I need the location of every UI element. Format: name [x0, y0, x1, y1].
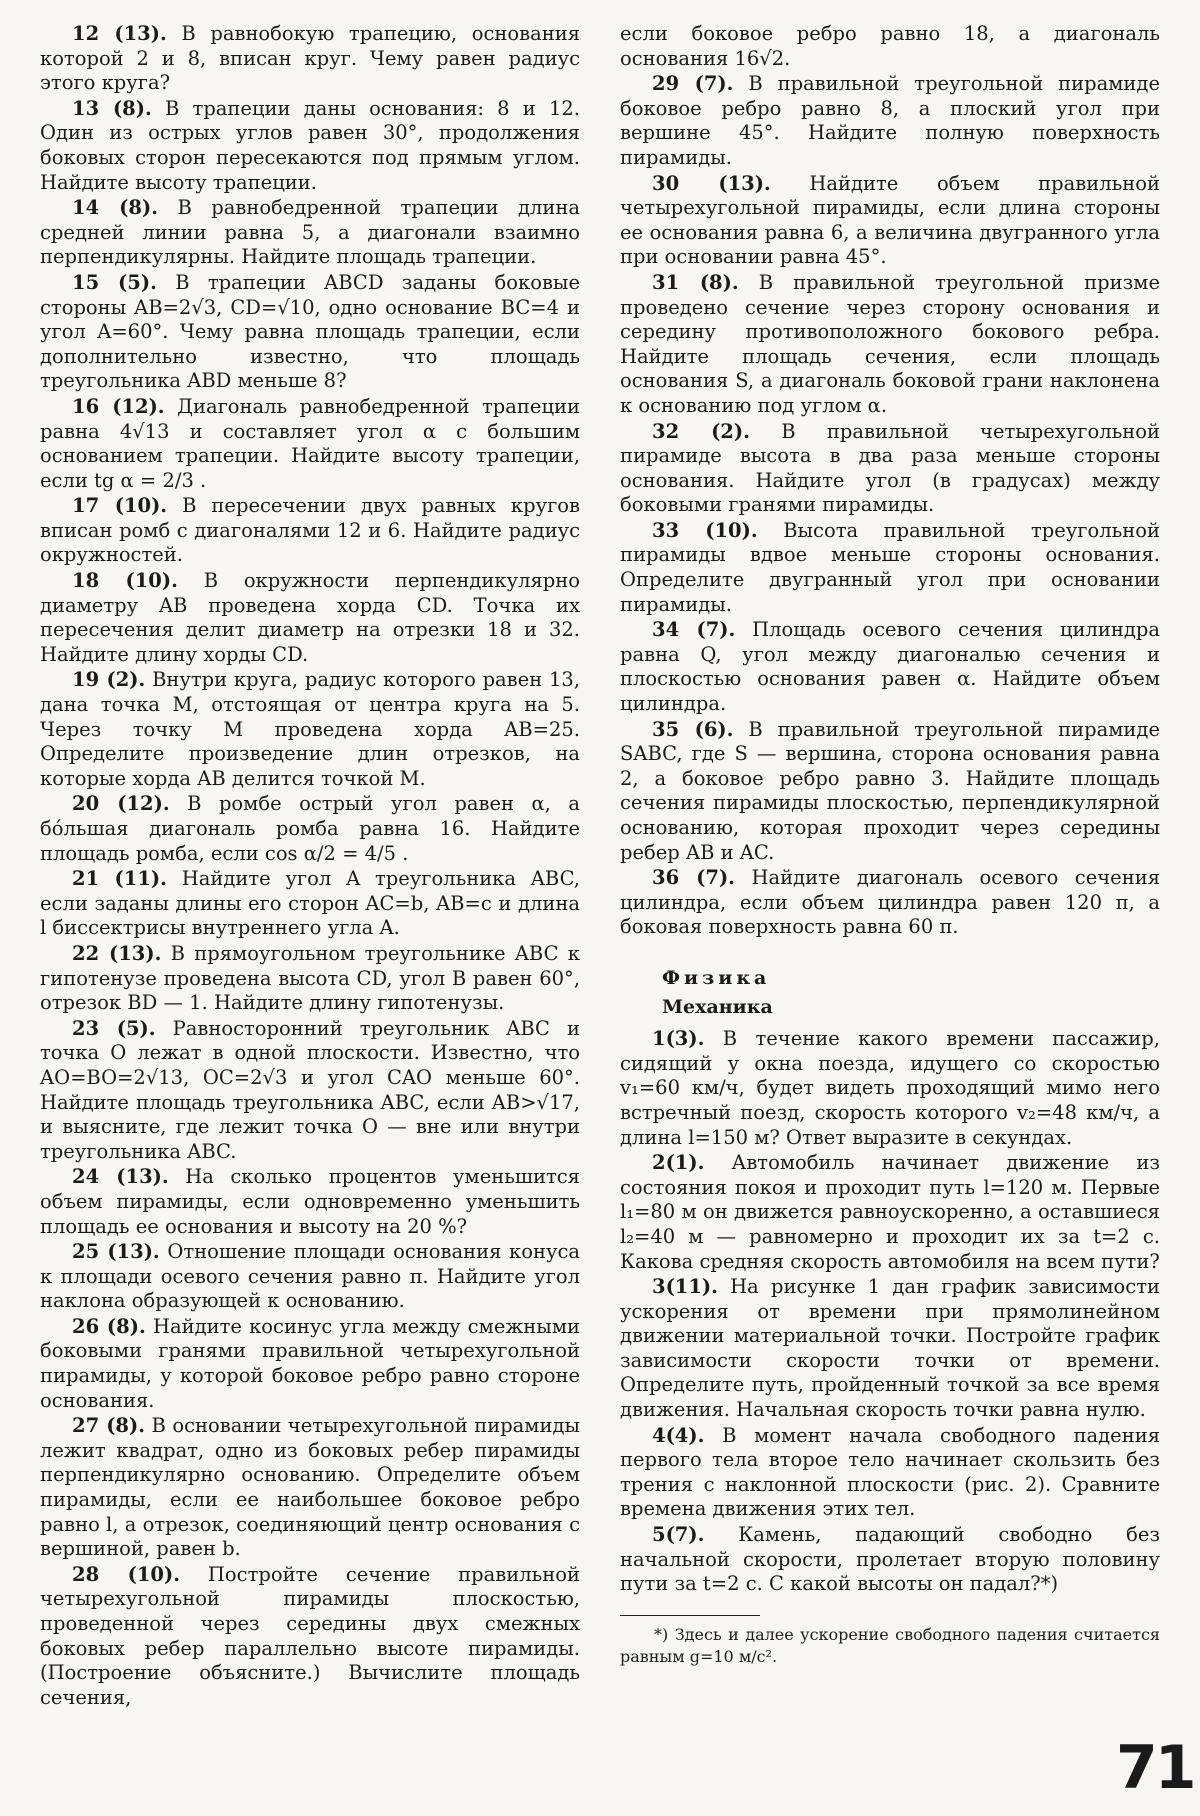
footnote: *) Здесь и далее ускорение свободного падения считается равным g=10 м/с².	[620, 1624, 1160, 1666]
problem-24: 24 (13). На сколько процентов уменьшится объем пирамиды, если одновременно уменьшить площадь ее основания и высоту на 20 %?	[40, 1165, 580, 1238]
physics-problem-2: 2(1). Автомобиль начинает движение из состояния покоя и проходит путь l=120 м. Первые l₁=80 м он движется равноускоренно, а оставшиеся l₂=40 м — равномерно и проходит их за t=2 с. Какова средняя скорость автомобиля на всем пути?	[620, 1151, 1161, 1273]
section-title: Физика	[662, 966, 771, 989]
physics-problem-3: 3(11). На рисунке 1 дан график зависимости ускорения от времени при прямолинейном движении материальной точки. Постройте график зависимости скорости точки от времени. Определите путь, пройденный точкой за все время движения. Начальная скорость точки равна нулю.	[620, 1275, 1160, 1422]
problem-18: 18 (10). В окружности перпендикулярно диаметру AB проведена хорда CD. Точка их пересечения делит диаметр на отрезки 18 и 32. Найдите длину хорды CD.	[40, 569, 581, 666]
problem-19: 19 (2). Внутри круга, радиус которого равен 13, дана точка M, отстоящая от центра круга на 5. Через точку M проведена хорда AB=25. Определите произведение длин отрезков, на которые хорда AB делится точкой M.	[40, 668, 580, 790]
problem-17: 17 (10). В пересечении двух равных кругов вписан ромб с диагоналями 12 и 6. Найдите радиус окружностей.	[40, 494, 580, 567]
problem-36: 36 (7). Найдите диагональ осевого сечения цилиндра, если объем цилиндра равен 120 π, а боковая поверхность равна 60 π.	[620, 866, 1160, 939]
problem-13: 13 (8). В трапеции даны основания: 8 и 12. Один из острых углов равен 30°, продолжения боковых сторон пересекаются под прямым углом. Найдите высоту трапеции.	[40, 96, 580, 194]
problem-26: 26 (8). Найдите косинус угла между смежными боковыми гранями правильной четырехугольной пирамиды, у которой боковое ребро равно стороне основания.	[40, 1314, 580, 1412]
problem-34: 34 (7). Площадь осевого сечения цилиндра равна Q, угол между диагональю сечения и плоскостью основания равен α. Найдите объем цилиндра.	[620, 618, 1160, 716]
problem-12: 12 (13). В равнобокую трапецию, основания которой 2 и 8, вписан круг. Чему равен радиус этого круга?	[40, 22, 581, 95]
right-column	[620, 22, 1160, 1668]
problem-21: 21 (11). Найдите угол A треугольника ABC, если заданы длины его сторон AC=b, AB=c и длина l биссектрисы внутреннего угла A.	[40, 867, 580, 940]
problem-22: 22 (13). В прямоугольном треугольнике ABC к гипотенузе проведена высота CD, угол B равен 60°, отрезок BD — 1. Найдите длину гипотенузы.	[40, 941, 580, 1015]
page-number: 71	[1116, 1733, 1194, 1803]
problem-30: 30 (13). Найдите объем правильной четырехугольной пирамиды, если длина стороны ее основания равна 6, а величина двугранного угла при основании равна 45°.	[620, 171, 1160, 269]
physics-problem-1: 1(3). В течение какого времени пассажир, сидящий у окна поезда, идущего со скоростью v₁=60 км/ч, будет видеть проходящий мимо него встречный поезд, скорость которого v₂=48 км/ч, а длина l=150 м? Ответ выразите в секундах.	[620, 1027, 1160, 1149]
footnote-divider	[620, 1615, 760, 1616]
problem-23: 23 (5). Равносторонний треугольник ABC и точка O лежат в одной плоскости. Известно, что AO=BO=2√13, OC=2√3 и угол CAO меньше 60°. Найдите площадь треугольника ABC, если AB>√17, и выясните, где лежит точка O — вне или внутри треугольника ABC.	[40, 1016, 580, 1163]
problem-20: 20 (12). В ромбе острый угол равен α, а бóльшая диагональ ромба равна 16. Найдите площадь ромба, если cos α/2 = 4/5 .	[40, 792, 580, 865]
physics-problem-4: 4(4). В момент начала свободного падения первого тела второе тело начинает скользить без трения с наклонной плоскости (рис. 2). Сравните времена движения этих тел.	[620, 1423, 1160, 1521]
subsection-title: Механика	[662, 995, 773, 1018]
problem-28: 28 (10). Постройте сечение правильной четырехугольной пирамиды плоскостью, проведенной через середины двух смежных боковых ребер параллельно высоте пирамиды. (Построение объясните.) Вычислите площадь сечения,	[40, 1562, 580, 1709]
problem-35: 35 (6). В правильной треугольной пирамиде SABC, где S — вершина, сторона основания равна 2, а боковое ребро равно 3. Найдите площадь сечения пирамиды плоскостью, перпендикулярной основанию, которая проходит через середины ребер AB и AC.	[620, 717, 1160, 864]
problem-33: 33 (10). Высота правильной треугольной пирамиды вдвое меньше стороны основания. Определите двугранный угол при основании пирамиды.	[620, 518, 1161, 616]
left-column	[40, 22, 580, 1711]
problem-28-continued: если боковое ребро равно 18, а диагональ основания 16√2.	[620, 22, 1160, 70]
problem-25: 25 (13). Отношение площади основания конуса к площади осевого сечения равно π. Найдите угол наклона образующей к основанию.	[40, 1240, 580, 1313]
problem-15: 15 (5). В трапеции ABCD заданы боковые стороны AB=2√3, CD=√10, одно основание BC=4 и угол A=60°. Чему равна площадь трапеции, если дополнительно известно, что площадь треугольника ABD меньше 8?	[40, 270, 580, 393]
problem-27: 27 (8). В основании четырехугольной пирамиды лежит квадрат, одно из боковых ребер пирамиды перпендикулярно основанию. Определите объем пирамиды, если ее наибольшее боковое ребро равно l, а отрезок, соединяющий центр основания с вершиной, равен b.	[40, 1414, 580, 1561]
problem-31: 31 (8). В правильной треугольной призме проведено сечение через сторону основания и середину противоположного бокового ребра. Найдите площадь сечения, если площадь основания S, а диагональ боковой грани наклонена к основанию под углом α.	[620, 270, 1160, 417]
problem-32: 32 (2). В правильной четырехугольной пирамиде высота в два раза меньше стороны основания. Найдите угол (в градусах) между боковыми гранями пирамиды.	[620, 419, 1160, 517]
problem-16: 16 (12). Диагональ равнобедренной трапеции равна 4√13 и составляет угол α с большим основанием трапеции. Найдите высоту трапеции, если tg α = 2/3 .	[40, 394, 580, 492]
problem-29: 29 (7). В правильной треугольной пирамиде боковое ребро равно 8, а плоский угол при вершине 45°. Найдите полную поверхность пирамиды.	[620, 72, 1160, 169]
physics-problem-5: 5(7). Камень, падающий свободно без начальной скорости, пролетает вторую половину пути за t=2 с. С какой высоты он падал?*)	[620, 1523, 1160, 1596]
problem-14: 14 (8). В равнобедренной трапеции длина средней линии равна 5, а диагонали взаимно перпендикулярны. Найдите площадь трапеции.	[40, 196, 580, 269]
